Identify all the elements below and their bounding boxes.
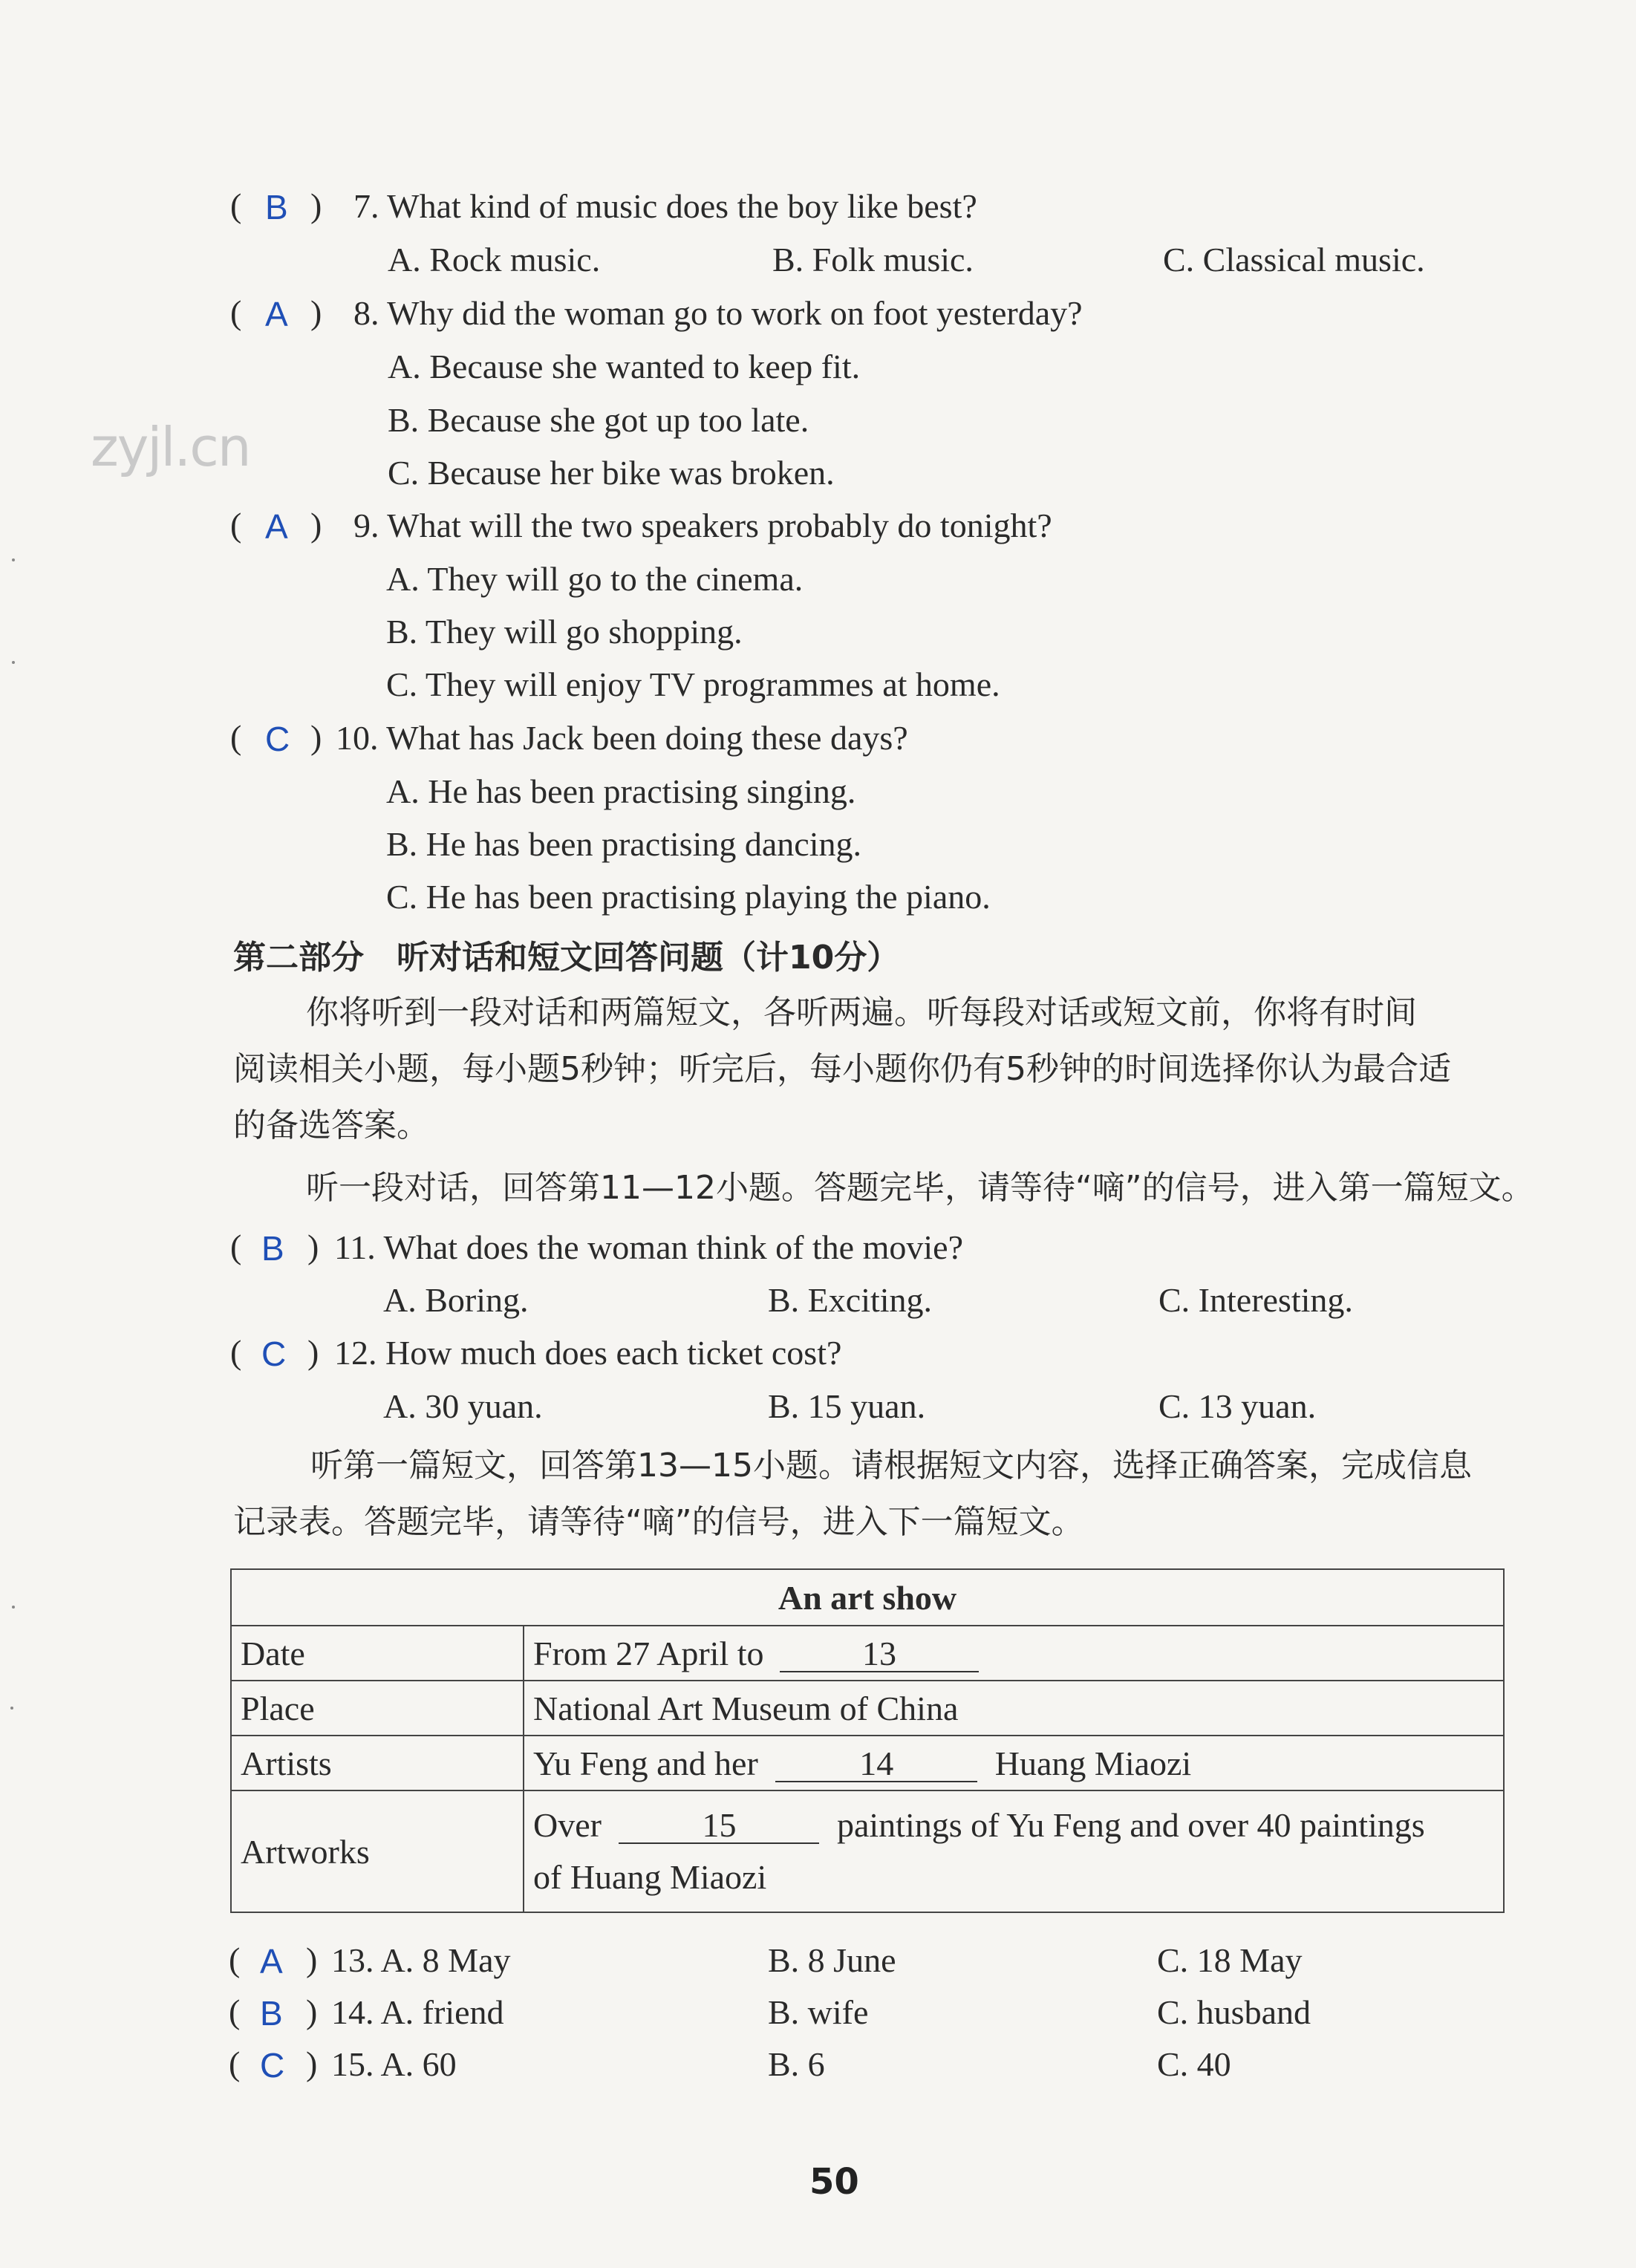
option-b: B. 15 yuan. (768, 1387, 926, 1425)
question-stem: 14. A. friend (331, 1993, 504, 2031)
answer-letter: A (265, 507, 288, 546)
option-b: B. 6 (768, 2045, 825, 2083)
row-suffix: Huang Miaozi (994, 1744, 1192, 1782)
fill-blank-14: 14 (775, 1747, 977, 1782)
answer-paren-close: ) (310, 293, 322, 331)
answer-letter: A (265, 295, 288, 333)
row-line2: of Huang Miaozi (533, 1858, 767, 1896)
answer-paren-close: ) (306, 1992, 318, 2030)
answer-paren-open: ( (230, 718, 242, 756)
answer-paren-open: ( (229, 2044, 241, 2082)
page-number: 50 (809, 2161, 859, 2203)
option-b: B. They will go shopping. (386, 613, 743, 651)
margin-dot (12, 1606, 15, 1609)
table-title: An art show (231, 1569, 1504, 1626)
option-b: B. Because she got up too late. (388, 401, 809, 439)
row-label: Place (231, 1681, 524, 1736)
option-c: C. 40 (1157, 2045, 1231, 2083)
info-table (230, 1568, 1505, 1913)
option-a: A. Because she wanted to keep fit. (388, 348, 861, 385)
question-stem: 12. How much does each ticket cost? (334, 1334, 842, 1372)
question-stem: 9. What will the two speakers probably do tonight? (353, 506, 1052, 544)
row-value (524, 1790, 1504, 1912)
instructions-line: 阅读相关小题，每小题5秒钟；听完后，每小题你仍有5秒钟的时间选择你认为最合适 (233, 1050, 1451, 1088)
margin-dot (12, 558, 15, 561)
answer-paren-open: ( (230, 1228, 242, 1265)
row-prefix: From 27 April to (533, 1634, 764, 1672)
answer-letter: B (261, 1229, 284, 1268)
question-stem: 15. A. 60 (331, 2045, 457, 2083)
answer-paren-close: ) (310, 506, 322, 544)
question-stem: 7. What kind of music does the boy like best? (353, 187, 977, 225)
passage-instructions: 听第一篇短文，回答第13—15小题。请根据短文内容，选择正确答案，完成信息 (310, 1447, 1472, 1485)
row-prefix: Over (533, 1806, 602, 1844)
instructions-line: 的备选答案。 (233, 1107, 429, 1144)
answer-letter: B (260, 1994, 283, 2033)
answer-paren-open: ( (230, 293, 242, 331)
option-a: A. 30 yuan. (383, 1387, 543, 1425)
row-prefix: Yu Feng and her (533, 1744, 758, 1782)
option-b: B. Exciting. (768, 1281, 933, 1319)
answer-paren-close: ) (310, 718, 322, 756)
row-label: Date (231, 1626, 524, 1681)
margin-dot (12, 661, 15, 664)
row-value (524, 1736, 1504, 1790)
option-a: A. Boring. (383, 1281, 529, 1319)
answer-letter: B (265, 188, 288, 227)
answer-paren-open: ( (230, 186, 242, 224)
answer-paren-close: ) (306, 1940, 318, 1978)
answer-paren-close: ) (307, 1333, 319, 1371)
dialog-instructions: 听一段对话，回答第11—12小题。答题完毕，请等待“嘀”的信号，进入第一篇短文。 (306, 1169, 1534, 1207)
question-stem: 11. What does the woman think of the movie? (334, 1228, 963, 1266)
option-a: A. Rock music. (388, 241, 601, 278)
question-stem: 10. What has Jack been doing these days? (336, 719, 908, 757)
fill-blank-13: 13 (780, 1637, 979, 1672)
option-c: C. He has been practising playing the piano. (386, 878, 991, 916)
option-b: B. Folk music. (772, 241, 974, 278)
option-a: A. They will go to the cinema. (386, 560, 804, 598)
answer-letter: C (265, 720, 290, 758)
row-label: Artworks (231, 1790, 524, 1912)
row-label: Artists (231, 1736, 524, 1790)
option-c: C. They will enjoy TV programmes at home. (386, 665, 1000, 703)
answer-paren-open: ( (229, 1992, 241, 2030)
answer-letter: C (261, 1335, 287, 1373)
answer-paren-close: ) (310, 186, 322, 224)
answer-paren-close: ) (307, 1228, 319, 1265)
option-c: C. Classical music. (1163, 241, 1425, 278)
fill-blank-15: 15 (619, 1808, 819, 1844)
option-c: C. 18 May (1157, 1941, 1303, 1979)
instructions-line: 你将听到一段对话和两篇短文，各听两遍。听每段对话或短文前，你将有时间 (306, 994, 1417, 1032)
option-c: C. Because her bike was broken. (388, 454, 835, 492)
answer-paren-close: ) (306, 2044, 318, 2082)
row-value (524, 1626, 1504, 1681)
passage-instructions: 记录表。答题完毕，请等待“嘀”的信号，进入下一篇短文。 (233, 1503, 1084, 1541)
table-row (231, 1790, 1504, 1912)
row-value: National Art Museum of China (524, 1681, 1504, 1736)
answer-letter: C (260, 2046, 285, 2085)
option-c: C. Interesting. (1158, 1281, 1353, 1319)
table-row (231, 1736, 1504, 1790)
table-row (231, 1626, 1504, 1681)
section-title: 第二部分 听对话和短文回答问题（计10分） (233, 939, 900, 977)
question-stem: 13. A. 8 May (331, 1941, 511, 1979)
answer-letter: A (260, 1942, 283, 1981)
option-b: B. 8 June (768, 1941, 896, 1979)
option-a: A. He has been practising singing. (386, 772, 856, 810)
margin-dot (10, 1707, 13, 1710)
option-b: B. wife (768, 1993, 869, 2031)
option-c: C. husband (1157, 1993, 1311, 2031)
watermark: zyjl.cn (91, 416, 250, 478)
option-c: C. 13 yuan. (1158, 1387, 1317, 1425)
answer-paren-open: ( (230, 506, 242, 544)
option-b: B. He has been practising dancing. (386, 825, 861, 863)
answer-paren-open: ( (229, 1940, 241, 1978)
table-row (231, 1681, 1504, 1736)
row-suffix: paintings of Yu Feng and over 40 paintings (836, 1806, 1425, 1844)
question-stem: 8. Why did the woman go to work on foot yesterday? (353, 294, 1083, 332)
answer-paren-open: ( (230, 1333, 242, 1371)
